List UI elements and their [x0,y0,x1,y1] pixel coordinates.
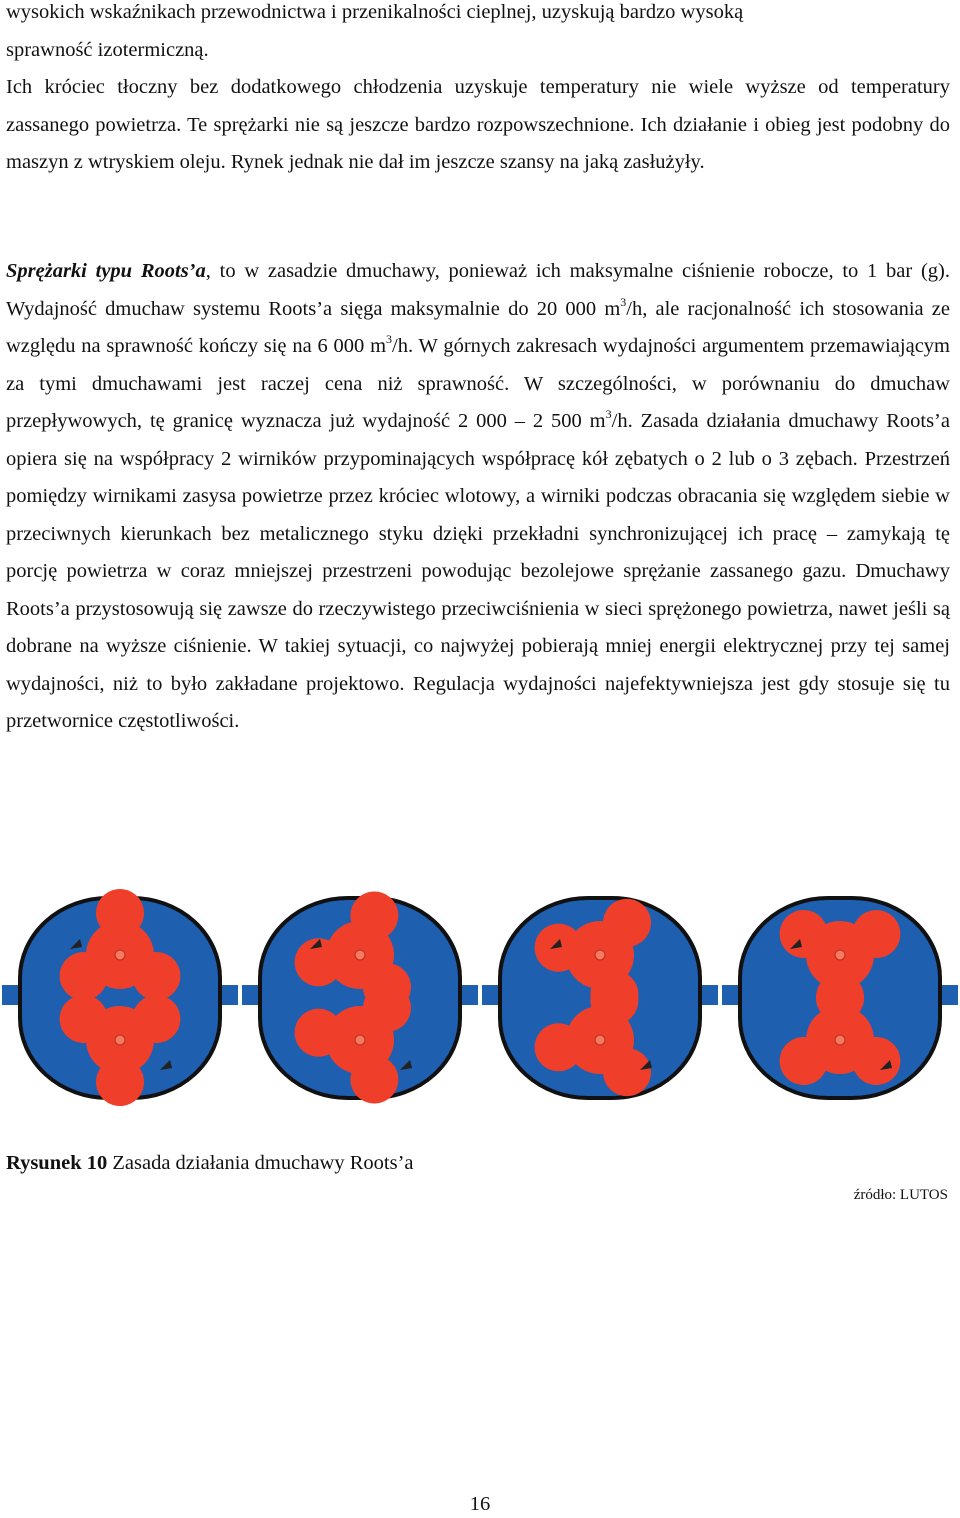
rotor-hub [355,1035,365,1045]
roots-blower-figure [0,880,960,1115]
paragraph-2-part-1: , to w zasadzie dmuchawy, ponieważ ich maksymalne ciśnienie robocze, to 1 bar (g). Wydajność dmuchaw systemu Roots’a sięga maksymalnie do 20 000 m [6,260,950,320]
blower-panel [242,880,478,1113]
paragraph-1-line-2: sprawność izotermiczną. [6,38,209,61]
page-number: 16 [469,1493,491,1515]
figure-caption [6,1148,414,1178]
paragraph-2-part-3: /h. W górnych zakresach wydajności argumentem przemawiającym za tymi dmuchawami jest raczej cena niż sprawność. W szczególności, w porównaniu do dmuchaw przepływowych, tę granicę wyznacza już wydajność 2 000 – 2 500 m [6,335,950,432]
outlet-port [940,985,958,1005]
outlet-port [700,985,718,1005]
paragraph-1-line-1: wysokich wskaźnikach przewodnictwa i przenikalności cieplnej, uzyskują bardzo wysoką [6,1,744,23]
figure-source: źródło: LUTOS [853,1187,948,1203]
superscript-1: 3 [620,294,627,309]
rotor-hub [115,950,125,960]
blower-panel [2,889,238,1115]
superscript-3: 3 [605,407,612,421]
rotor-hub [115,1035,125,1045]
rotor-hub [355,950,365,960]
paragraph-2-part-2: /h, ale racjonalność ich stosowania ze względu na sprawność kończy się na 6 000 m [6,297,950,357]
blower-panel [722,880,958,1098]
rotor-hub [595,950,605,960]
superscript-2: 3 [386,332,393,346]
inlet-port [242,985,260,1005]
caption-label: Rysunek 10 [6,1152,108,1174]
rotor-hub [835,950,845,960]
caption-text: Zasada działania dmuchawy Roots’a [107,1152,414,1174]
rotor-hub [595,1035,605,1045]
inlet-port [2,985,20,1005]
paragraph-1 [6,0,950,182]
paragraph-1-text: Ich króciec tłoczny bez dodatkowego chłodzenia uzyskuje temperatury nie wiele wyższe od temperatury zassanego powietrza. Te sprężarki nie są jeszcze bardzo rozpowszechnione. Ich działanie i obieg jest podobny do maszyn z wtryskiem oleju. Rynek jednak nie dał im jeszcze szansy na jaką zasłużyły. [6,76,950,173]
rotor-hub [835,1035,845,1045]
outlet-port [220,985,238,1005]
blower-panel [482,880,718,1103]
paragraph-2-part-4: /h. Zasada działania dmuchawy Roots’a opiera się na współpracy 2 wirników przypominających współpracę kół zębatych o 2 lub o 3 zębach. Przestrzeń pomiędzy wirnikami zasysa powietrze przez króciec wlotowy, a wirniki podczas obracania się względem siebie w przeciwnych kierunkach bez metalicznego styku dzięki przekładni synchronizującej ich pracę – zamykają tę porcję powietrza w coraz mniejszej przestrzeni powodując bezolejowe sprężanie zassanego gazu. Dmuchawy Roots’a przystosowują się zawsze do rzeczywistego przeciwciśnienia w sieci sprężonego powietrza, nawet jeśli są dobrane na wyższe ciśnienie. W takiej sytuacji, co najwyżej pobierają mniej energii elektrycznej przy tej samej wydajności, niż to było zakładane projektowo. Regulacja wydajności najefektywniejsza jest gdy stosuje się tu przetwornice częstotliwości. [6,410,950,732]
outlet-port [460,985,478,1005]
inlet-port [482,985,500,1005]
inlet-port [722,985,740,1005]
roots-blower-illustration [0,880,960,1115]
paragraph-2-lead: Sprężarki typu Roots’a [6,260,206,282]
paragraph-2 [6,253,950,741]
